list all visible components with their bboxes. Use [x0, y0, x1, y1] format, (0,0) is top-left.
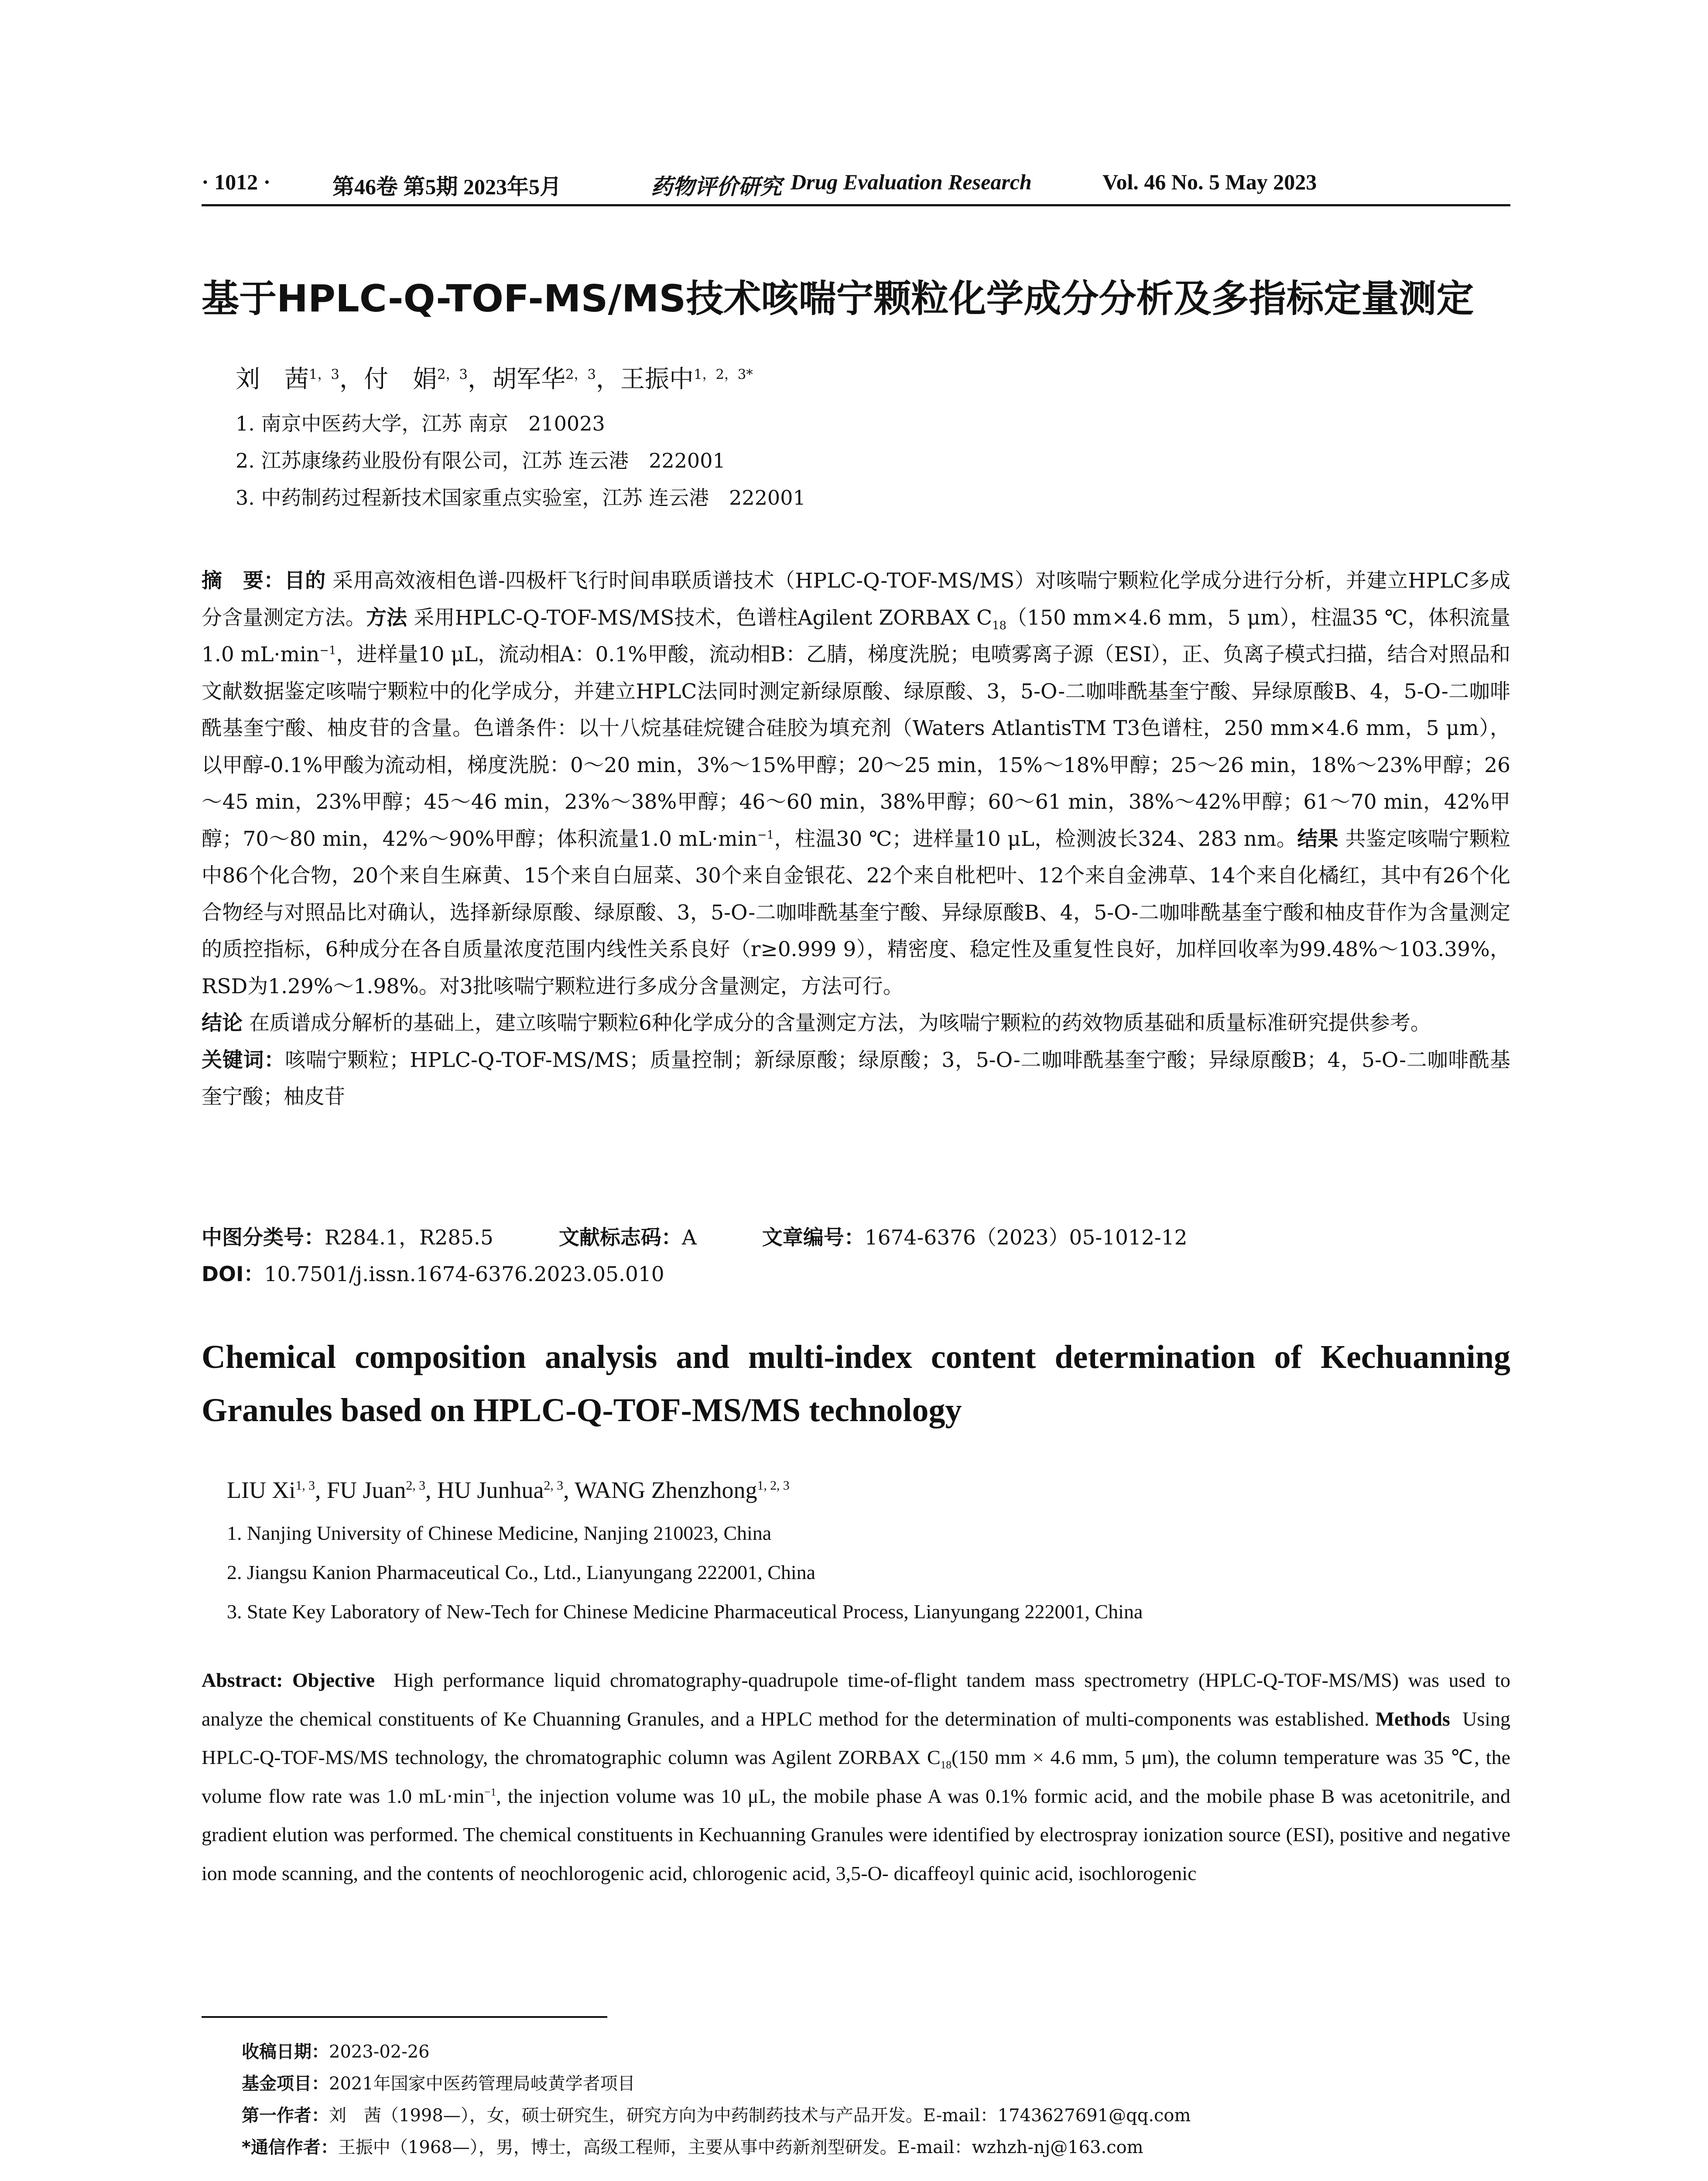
methods-text: ，进样量10 μL，流动相A：0.1%甲酸，流动相B：乙腈，梯度洗脱；电喷雾离子源（ESI），正、负离子模式扫描，结合对照品和文献数据鉴定咳喘宁颗粒中的化学成分，并建立HPLC法同时测定新绿原酸、绿原酸、3，5-O-二咖啡酰基奎宁酸、异绿原酸B、4，5-O-二咖啡酰基奎宁酸、柚皮苷的含量。色谱条件：以十八烷基硅烷键合硅胶为填充剂（Waters AtlantisTM T3色谱柱，250 mm×4.6 mm，5 μm），以甲醇-0.1%甲酸为流动相，梯度洗脱：0～20 min，3%～15%甲醇；20～25 min，15%～18%甲醇；25～26 min，18%～23%甲醇；26～45 min，23%甲醇；45～46 min，23%～38%甲醇；46～60 min，38%甲醇；60～61 min，38%～42%甲醇；61～70 min，42%甲醇；70～80 min，42%～90%甲醇；体积流量1.0 mL·min [202, 643, 1510, 851]
title-en: Chemical composition analysis and multi-index content determination of Kechuanning Granules based on HPLC-Q-TOF-MS/MS technology [202, 1339, 1510, 1429]
author-name: 王振中 [620, 365, 694, 393]
footnotes [242, 2036, 1507, 2164]
objective-label-en: Objective [292, 1669, 375, 1691]
methods-text-en: (150 mm × 4.6 mm, 5 μm), the column temperature was 35 ℃, the volume flow rate was 1.0 mL·min [202, 1746, 1511, 1807]
author-sep: , [315, 1477, 327, 1503]
conclusion-text: 在质谱成分解析的基础上，建立咳喘宁颗粒6种化学成分的含量测定方法，为咳喘宁颗粒的药效物质基础和质量标准研究提供参考。 [249, 1011, 1431, 1035]
author-aff: 1, 3 [295, 1479, 315, 1493]
footnote-fund [242, 2068, 1507, 2100]
author-name: 付 娟 [364, 365, 437, 393]
footnote-corresponding [242, 2132, 1507, 2164]
classification-line [202, 1221, 1188, 1251]
abstract-label: 摘 要： [202, 569, 284, 593]
author-name: FU Juan [327, 1477, 406, 1503]
author-aff: 2, 3 [406, 1479, 426, 1493]
abstract-cn [202, 563, 1510, 1116]
author-name: 胡军华 [492, 365, 565, 393]
author-name: 刘 茜 [236, 365, 309, 393]
authors-cn [236, 360, 753, 395]
affiliation-en: 3. State Key Laboratory of New-Tech for Chinese Medicine Pharmaceutical Process, Lianyungang 222001, China [227, 1600, 1143, 1623]
affiliation-cn: 3. 中药制药过程新技术国家重点实验室，江苏 连云港 222001 [236, 486, 806, 509]
footnote-label: 基金项目： [242, 2074, 329, 2094]
issue-en: Vol. 46 No. 5 May 2023 [1102, 170, 1317, 194]
author-aff: 2，3 [437, 366, 468, 383]
conclusion-label: 结论 [202, 1011, 243, 1035]
author-sep: ， [339, 365, 364, 393]
article-no-label: 文章编号： [762, 1226, 865, 1250]
methods-label: 方法 [366, 605, 407, 630]
author-sep: ， [468, 365, 492, 393]
footnote-divider [202, 2016, 607, 2018]
methods-text-en: Using HPLC-Q-TOF-MS/MS technology, the chromatographic column was Agilent ZORBAX C [202, 1707, 1510, 1768]
doi-line [202, 1258, 664, 1287]
author-name: LIU Xi [227, 1477, 296, 1503]
doi-label: DOI： [202, 1262, 264, 1286]
affiliation-cn: 1. 南京中医药大学，江苏 南京 210023 [236, 412, 605, 435]
methods-label-en: Methods [1375, 1707, 1450, 1730]
methods-sub-en: 18 [940, 1759, 952, 1771]
author-aff: 2，3 [565, 366, 596, 383]
authors-en [227, 1477, 790, 1504]
footnote-first-author [242, 2100, 1507, 2132]
methods-sup: −1 [757, 828, 774, 841]
author-aff: 2, 3 [544, 1479, 564, 1493]
footnote-text: 王振中（1968—），男，博士，高级工程师，主要从事中药新剂型研发。E-mail：wzhzh-nj@163.com [338, 2137, 1143, 2157]
results-label: 结果 [1297, 827, 1339, 851]
issue-cn: 第46卷 第5期 2023年5月 [332, 174, 561, 199]
results-text: 共鉴定咳喘宁颗粒中86个化合物，20个来自生麻黄、15个来自白屈菜、30个来自金银花、22个来自枇杷叶、12个来自金沸草、14个来自化橘红，其中有26个化合物经与对照品比对确认，选择新绿原酸、绿原酸、3，5-O-二咖啡酰基奎宁酸、异绿原酸B、4，5-O-二咖啡酰基奎宁酸和柚皮苷作为含量测定的质控指标，6种成分在各自质量浓度范围内线性关系良好（r≥0.999 9），精密度、稳定性及重复性良好，加样回收率为99.48%～103.39%，RSD为1.29%～1.98%。对3批咳喘宁颗粒进行多成分含量测定，方法可行。 [202, 827, 1511, 998]
running-header [202, 169, 1510, 206]
keywords-label: 关键词： [202, 1048, 285, 1072]
affiliation-cn: 2. 江苏康缘药业股份有限公司，江苏 连云港 222001 [236, 449, 726, 472]
author-aff: 1，3 [309, 366, 339, 383]
journal-logo-cn: 药物评价研究 [651, 174, 782, 199]
methods-text: 采用HPLC-Q-TOF-MS/MS技术，色谱柱Agilent ZORBAX C [414, 605, 993, 630]
author-sep: ， [596, 365, 620, 393]
author-sep: , [425, 1477, 438, 1503]
objective-label: 目的 [284, 569, 326, 593]
author-name: WANG Zhenzhong [575, 1477, 757, 1503]
affiliation-en: 2. Jiangsu Kanion Pharmaceutical Co., Ltd., Lianyungang 222001, China [227, 1561, 816, 1583]
author-aff: 1，2，3* [694, 366, 753, 383]
footnote-label: 第一作者： [242, 2106, 329, 2126]
objective-text: 采用高效液相色谱-四极杆飞行时间串联质谱技术（HPLC-Q-TOF-MS/MS）对咳喘宁颗粒化学成分进行分析，并建立HPLC多成分含量测定方法。 [202, 569, 1511, 630]
methods-text: ，柱温30 ℃；进样量10 μL，检测波长324、283 nm。 [774, 827, 1297, 851]
footnote-text: 2021年国家中医药管理局岐黄学者项目 [329, 2074, 635, 2094]
author-aff: 1, 2, 3 [757, 1479, 790, 1493]
abstract-label-en: Abstract: [202, 1669, 283, 1691]
author-name: HU Junhua [437, 1477, 544, 1503]
doccode-value: A [681, 1226, 697, 1250]
doccode-label: 文献标志码： [558, 1226, 682, 1250]
abstract-en [202, 1661, 1510, 1893]
article-no-value: 1674-6376（2023）05-1012-12 [864, 1226, 1188, 1250]
clc-label: 中图分类号： [202, 1226, 325, 1250]
footnote-label: *通信作者： [242, 2137, 338, 2157]
methods-sub: 18 [992, 619, 1006, 632]
objective-text-en: High performance liquid chromatography-quadrupole time-of-flight tandem mass spectrometry (HPLC-Q-TOF-MS/MS) was used to analyze the chemical constituents of Ke Chuanning Granules, and a HPLC method for the determination of multi-components was established. [202, 1669, 1511, 1730]
keywords-text: 咳喘宁颗粒；HPLC-Q-TOF-MS/MS；质量控制；新绿原酸；绿原酸；3，5-O-二咖啡酰基奎宁酸；异绿原酸B；4，5-O-二咖啡酰基奎宁酸；柚皮苷 [202, 1048, 1510, 1109]
footnote-label: 收稿日期： [242, 2042, 329, 2062]
methods-sup: −1 [319, 644, 336, 657]
doi-link[interactable]: 10.7501/j.issn.1674-6376.2023.05.010 [264, 1262, 664, 1286]
footnote-text: 2023-02-26 [329, 2042, 430, 2062]
methods-text-en: , the injection volume was 10 μL, the mobile phase A was 0.1% formic acid, and the mobile phase B was acetonitrile, and gradient elution was performed. The chemical constituents in Kechuanning Granules were identified by electrospray ionization source (ESI), positive and negative ion mode scanning, and the contents of neochlorogenic acid, chlorogenic acid, 3,5-O- dicaffeoyl quinic acid, isochlorogenic [202, 1784, 1510, 1884]
journal-name-en: Drug Evaluation Research [791, 170, 1032, 194]
title-cn: 基于HPLC-Q-TOF-MS/MS技术咳喘宁颗粒化学成分分析及多指标定量测定 [202, 277, 1474, 321]
footnote-text: 刘 茜（1998—），女，硕士研究生，研究方向为中药制药技术与产品开发。E-mail：1743627691@qq.com [329, 2106, 1191, 2126]
affiliation-en: 1. Nanjing University of Chinese Medicine, Nanjing 210023, China [227, 1522, 772, 1544]
methods-text: （150 mm×4.6 mm，5 μm），柱温35 ℃，体积流量1.0 mL·min [202, 605, 1511, 667]
author-sep: , [563, 1477, 575, 1503]
page-number: · 1012 · [202, 170, 271, 194]
clc-value: R284.1，R285.5 [325, 1226, 493, 1250]
footnote-received [242, 2036, 1507, 2068]
methods-sup-en: −1 [484, 1786, 496, 1798]
